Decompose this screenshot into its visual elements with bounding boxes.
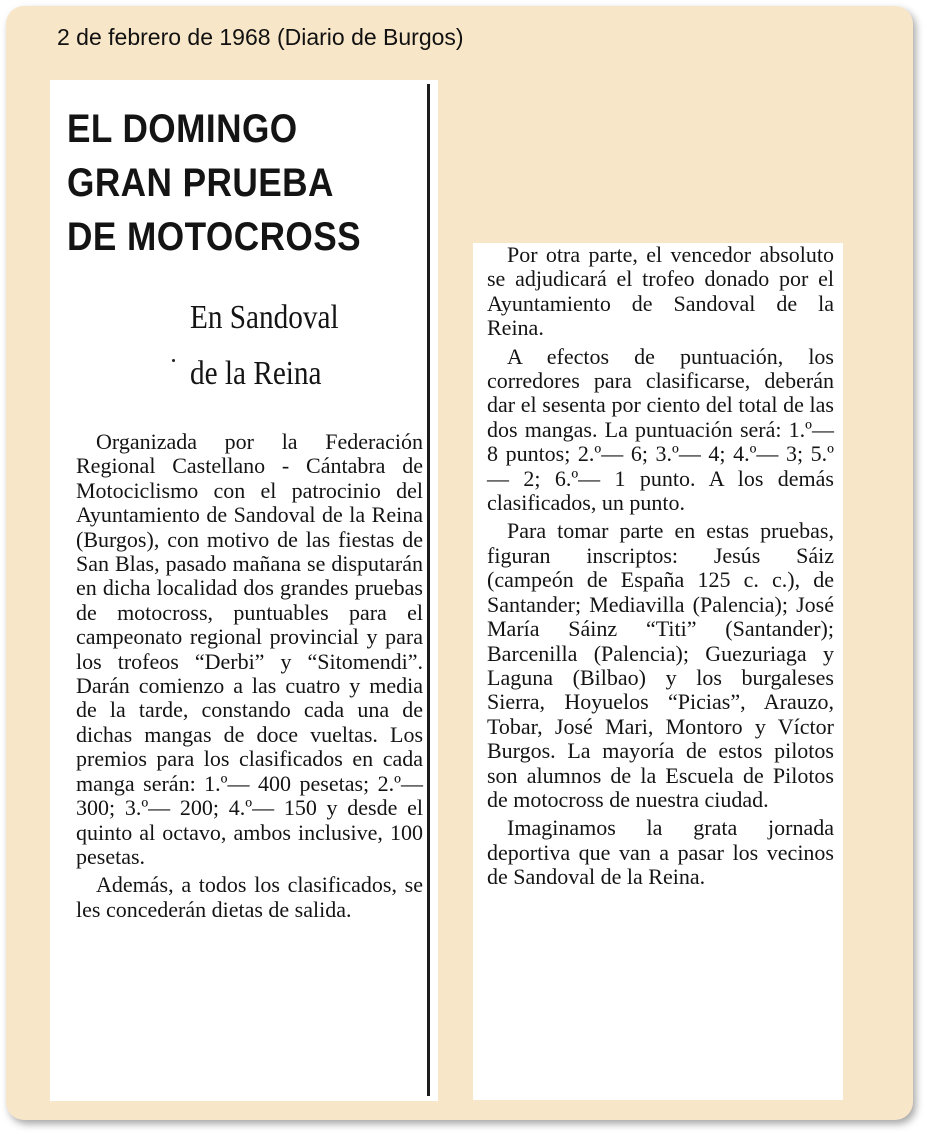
- paragraph: Además, a todos los clasificados, se les concederán dietas de salida.: [76, 872, 423, 922]
- subheadline-line: En Sandoval: [190, 299, 339, 336]
- article-column-right: [473, 243, 843, 1100]
- paragraph: Organizada por la Federación Regional Castellano - Cántabra de Motociclismo con el patrocinio del Ayuntamiento de Sandoval de la Reina (Burgos), con motivo de las fiestas de San Blas, pasado mañana se disputarán en dicha localidad dos grandes pruebas de motocross, puntuables para el campeonato regional provincial y para los trofeos “Derbi” y “Sitomendi”. Darán comienzo a las cuatro y media de la tarde, constando cada una de dichas mangas de doce vueltas. Los premios para los clasificados en cada manga serán: 1.º— 400 pesetas; 2.º—300; 3.º— 200; 4.º— 150 y desde el quinto al octavo, ambos inclusive, 100 pesetas.: [76, 429, 423, 869]
- paragraph: Imaginamos la grata jornada deportiva que van a pasar los vecinos de Sandoval de la Reina.: [487, 815, 834, 890]
- headline-line: GRAN PRUEBA: [67, 161, 334, 205]
- paragraph: A efectos de puntuación, los corredores para clasificarse, deberán dar el sesenta por ciento del total de las dos mangas. La puntuación será: 1.º— 8 puntos; 2.º— 6; 3.º— 4; 4.º— 3; 5.º— 2; 6.º— 1 punto. A los demás clasificados, un punto.: [487, 343, 834, 516]
- article-body-right: [487, 243, 834, 894]
- article-body-left: [76, 430, 423, 926]
- date-source-caption: 2 de febrero de 1968 (Diario de Burgos): [57, 24, 464, 50]
- headline-line: DE MOTOCROSS: [67, 215, 362, 259]
- print-speck: [172, 359, 175, 362]
- column-rule: [427, 84, 430, 1096]
- headline: [67, 102, 384, 264]
- paragraph: Para tomar parte en estas pruebas, figuran inscriptos: Jesús Sáiz (campeón de España 125 c. c.), de Santander; Mediavilla (Palencia); José María Sáinz “Titi” (Santander); Barcenilla (Palencia); Guezuriaga y Laguna (Bilbao) y los burgaleses Sierra, Hoyuelos “Picias”, Arauzo, Tobar, José Mari, Montoro y Víctor Burgos. La mayoría de estos pilotos son alumnos de la Escuela de Pilotos de motocross de nuestra ciudad.: [487, 518, 834, 812]
- subheadline-line: de la Reina: [190, 355, 322, 392]
- paragraph: Por otra parte, el vencedor absoluto se adjudicará el trofeo donado por el Ayuntamiento de Sandoval de la Reina.: [487, 242, 834, 341]
- subheadline: [190, 290, 396, 402]
- headline-line: EL DOMINGO: [67, 107, 298, 151]
- article-column-left: [50, 80, 438, 1101]
